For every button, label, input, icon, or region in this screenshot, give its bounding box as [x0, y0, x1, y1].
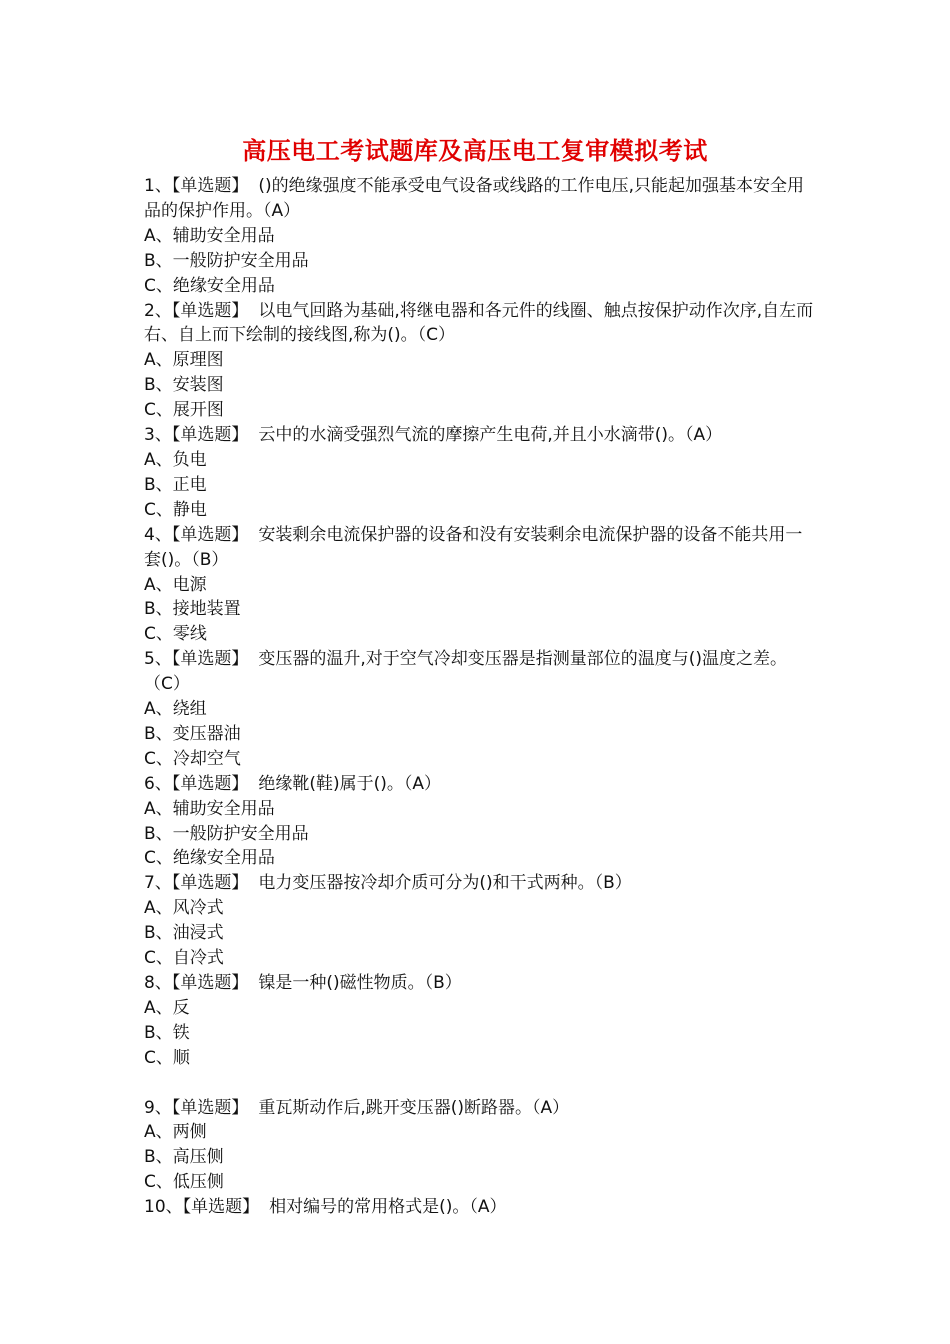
question-type-tag: 【单选题】 — [171, 873, 249, 894]
option-c: C、冷却空气 — [144, 748, 241, 769]
question-number: 6、 — [144, 773, 172, 794]
question-number: 8、 — [144, 973, 172, 993]
option-c: C、绝缘安全用品 — [144, 848, 275, 869]
question-9 — [144, 1096, 814, 1196]
question-stem — [144, 523, 814, 573]
question-type-tag: 【单选题】 — [171, 425, 249, 446]
option-c: C、静电 — [144, 499, 207, 520]
option-b: B、变压器油 — [144, 723, 241, 744]
question-stem — [144, 871, 814, 896]
question-stem — [144, 772, 814, 797]
question-1 — [144, 174, 814, 299]
question-text: 重瓦斯动作后,跳开变压器()断路器。 — [258, 1097, 532, 1118]
question-stem — [144, 174, 814, 224]
question-stem — [144, 971, 814, 996]
question-answer: （B） — [594, 873, 632, 894]
option-b: B、高压侧 — [144, 1147, 224, 1168]
question-answer: （A） — [263, 200, 301, 221]
document-title: 高压电工考试题库及高压电工复审模拟考试 — [242, 137, 708, 165]
question-number: 1、 — [144, 176, 172, 196]
option-c: C、自冷式 — [144, 948, 224, 969]
option-a: A、辅助安全用品 — [144, 225, 275, 246]
question-stem — [144, 1096, 814, 1121]
option-a: A、原理图 — [144, 350, 224, 371]
option-c: C、顺 — [144, 1047, 190, 1068]
option-b: B、油浸式 — [144, 923, 224, 944]
option-b: B、正电 — [144, 474, 207, 495]
question-answer: （C） — [144, 674, 190, 695]
question-number: 10、 — [144, 1197, 183, 1218]
question-answer: （A） — [532, 1097, 570, 1118]
question-text: 以电气回路为基础,将继电器和各元件的线圈、触点按保护动作次序,自左而右、自上而下绘制的接线图,称为()。 — [144, 300, 814, 346]
question-answer: （A） — [403, 773, 441, 794]
question-number: 4、 — [144, 524, 172, 545]
option-a: A、两侧 — [144, 1122, 207, 1143]
question-text: 相对编号的常用格式是()。 — [269, 1197, 470, 1218]
option-a: A、绕组 — [144, 699, 207, 720]
question-text: 安装剩余电流保护器的设备和没有安装剩余电流保护器的设备不能共用一套()。 — [144, 524, 803, 570]
option-b: B、铁 — [144, 1022, 190, 1043]
question-number: 9、 — [144, 1097, 172, 1118]
blank-line — [144, 1071, 814, 1096]
question-type-tag: 【单选题】 — [171, 773, 249, 794]
question-type-tag: 【单选题】 — [171, 524, 249, 545]
question-type-tag: 【单选题】 — [171, 649, 249, 670]
question-4 — [144, 523, 814, 648]
option-a: A、负电 — [144, 449, 207, 470]
question-list — [144, 174, 814, 1220]
option-b: B、一般防护安全用品 — [144, 250, 309, 271]
question-5 — [144, 647, 814, 772]
question-10 — [144, 1195, 814, 1220]
option-a: A、风冷式 — [144, 898, 224, 919]
question-type-tag: 【单选题】 — [171, 176, 249, 196]
question-type-tag: 【单选题】 — [171, 1097, 249, 1118]
question-text: 绝缘靴(鞋)属于()。 — [258, 773, 404, 794]
question-text: ()的绝缘强度不能承受电气设备或线路的工作电压,只能起加强基本安全用品的保护作用。 — [144, 176, 804, 221]
question-text: 云中的水滴受强烈气流的摩擦产生电荷,并且小水滴带()。 — [258, 425, 685, 446]
option-a: A、电源 — [144, 574, 207, 595]
option-c: C、低压侧 — [144, 1172, 224, 1193]
option-b: B、接地装置 — [144, 599, 241, 620]
option-c: C、绝缘安全用品 — [144, 275, 275, 296]
question-7 — [144, 871, 814, 971]
question-type-tag: 【单选题】 — [171, 973, 249, 993]
question-answer: （B） — [191, 549, 229, 570]
question-answer: （B） — [424, 973, 462, 993]
question-number: 3、 — [144, 425, 172, 446]
question-answer: （A） — [469, 1197, 507, 1218]
question-answer: （A） — [685, 425, 723, 446]
option-b: B、一般防护安全用品 — [144, 823, 309, 844]
question-type-tag: 【单选题】 — [171, 300, 249, 321]
option-c: C、展开图 — [144, 400, 224, 421]
question-stem — [144, 1195, 814, 1220]
question-text: 镍是一种()磁性物质。 — [258, 973, 425, 993]
question-text: 电力变压器按冷却介质可分为()和干式两种。 — [258, 873, 595, 894]
option-c: C、零线 — [144, 624, 207, 645]
question-stem — [144, 423, 814, 448]
question-answer: （C） — [417, 325, 456, 346]
option-a: A、辅助安全用品 — [144, 798, 275, 819]
question-stem — [144, 299, 814, 349]
question-3 — [144, 423, 814, 523]
option-b: B、安装图 — [144, 375, 224, 396]
question-6 — [144, 772, 814, 872]
question-number: 2、 — [144, 300, 172, 321]
question-stem — [144, 647, 814, 697]
question-8 — [144, 971, 814, 1071]
question-2 — [144, 299, 814, 424]
question-text: 变压器的温升,对于空气冷却变压器是指测量部位的温度与()温度之差。 — [258, 649, 787, 670]
question-number: 7、 — [144, 873, 172, 894]
option-a: A、反 — [144, 997, 190, 1018]
question-number: 5、 — [144, 649, 172, 670]
question-type-tag: 【单选题】 — [182, 1197, 260, 1218]
